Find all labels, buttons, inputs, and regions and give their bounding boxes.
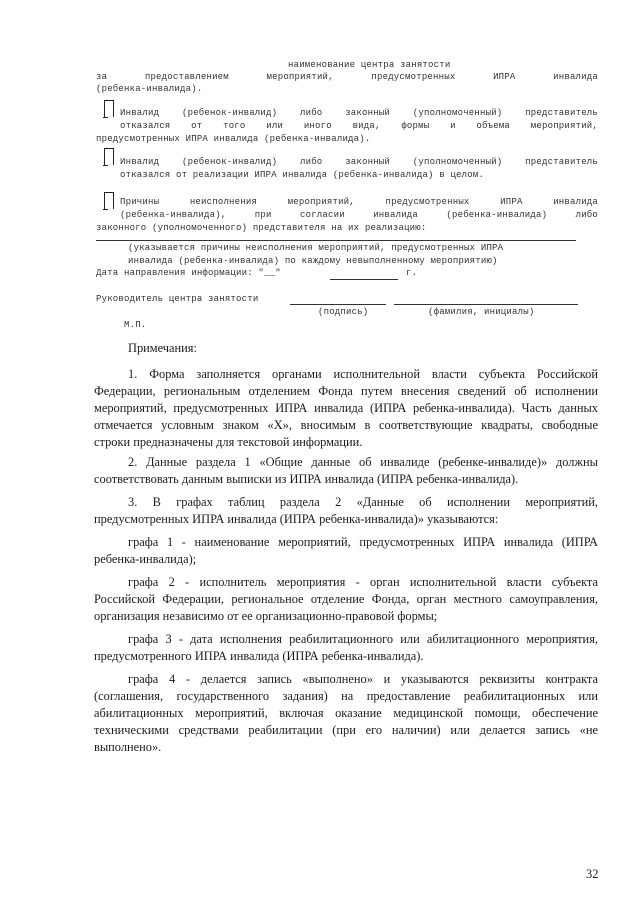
note-2 xyxy=(94,454,598,488)
note-line: 3. В графах таблиц раздела 2 «Данные об исполнении мероприятий, xyxy=(128,495,598,509)
name-input-line[interactable] xyxy=(394,304,578,305)
reasons-hint-1: (указывается причины неисполнения мероприятий, предусмотренных ИПРА xyxy=(128,243,504,253)
note-line: ребенка-инвалида); xyxy=(94,552,197,566)
option-3-line-2: (ребенка-инвалида), при согласии инвалида (ребенка-инвалида) либо xyxy=(120,210,598,220)
checkbox-refused-all[interactable] xyxy=(104,148,114,165)
note-line: графа 2 - исполнитель мероприятия - орган исполнительной власти субъекта xyxy=(128,575,598,589)
date-month-input[interactable] xyxy=(330,279,398,280)
signature-input-line[interactable] xyxy=(290,304,386,305)
note-line: Российской Федерации, региональное отделение Фонда, орган местного самоуправления, xyxy=(94,592,598,606)
note-column-4 xyxy=(94,671,598,756)
notes-title: Примечания: xyxy=(128,341,197,355)
note-line: графа 3 - дата исполнения реабилитационного или абилитационного мероприятия, xyxy=(128,632,598,646)
intro-word: мероприятий, xyxy=(266,72,334,82)
note-column-1 xyxy=(94,534,598,568)
option-1-line-2: отказался от того или иного вида, формы и объема мероприятий, xyxy=(120,121,598,131)
note-line: строки предназначены для текстовой информации. xyxy=(94,435,363,449)
note-column-3 xyxy=(94,631,598,665)
note-column-2 xyxy=(94,574,598,625)
intro-word: инвалида xyxy=(553,72,598,82)
option-1-line-3: предусмотренных ИПРА инвалида (ребенка-инвалида). xyxy=(96,134,371,144)
note-line: абилитационных мероприятий, включая оказание медицинской помощи, обеспечение xyxy=(94,706,598,720)
option-2-line-2: отказался от реализации ИПРА инвалида (ребенка-инвалида) в целом. xyxy=(120,170,485,180)
note-line: выполнено». xyxy=(94,740,162,754)
note-line: техническими средствами реабилитации (при его наличии) или делается запись «не xyxy=(94,723,598,737)
note-3 xyxy=(94,494,598,528)
reasons-input-line[interactable] xyxy=(96,240,576,241)
note-line: Федерации, региональным отделением Фонда путем внесения сведений об исполнении xyxy=(94,384,598,398)
intro-word: предусмотренных xyxy=(371,72,456,82)
note-line: мероприятий, предусмотренных ИПРА инвалида (ИПРА ребенка-инвалида). Часть данных xyxy=(94,401,598,415)
center-name-caption: наименование центра занятости xyxy=(288,60,451,70)
note-line: 1. Форма заполняется органами исполнительной власти субъекта Российской xyxy=(128,367,598,381)
note-line: графа 1 - наименование мероприятий, предусмотренных ИПРА инвалида (ИПРА xyxy=(128,535,598,549)
note-line: соответствовать данным выписки из ИПРА инвалида (ИПРА ребенка-инвалида). xyxy=(94,472,519,486)
note-line: отмечается условным знаком «Х», вносимым в соответствующие квадраты, свободные xyxy=(94,418,598,432)
intro-line-2: (ребенка-инвалида). xyxy=(96,84,203,94)
head-label: Руководитель центра занятости xyxy=(96,294,259,304)
option-3-line-1: Причины неисполнения мероприятий, предусмотренных ИПРА инвалида xyxy=(120,197,598,207)
option-3-line-3: законного (уполномоченного) представителя на их реализацию: xyxy=(96,223,427,233)
date-suffix: г. xyxy=(406,268,418,278)
note-line: графа 4 - делается запись «выполнено» и указываются реквизиты контракта xyxy=(128,672,598,686)
note-line: предусмотренных ИПРА инвалида (ИПРА ребенка-инвалида)» указываются: xyxy=(94,512,499,526)
checkbox-non-execution-reasons[interactable] xyxy=(104,192,114,209)
option-1-line-1: Инвалид (ребенок-инвалид) либо законный (уполномоченный) представитель xyxy=(120,108,598,118)
intro-word: за xyxy=(96,72,108,82)
note-line: предусмотренного ИПРА инвалида (ИПРА ребенка-инвалида). xyxy=(94,649,424,663)
signature-caption: (подпись) xyxy=(318,307,369,317)
note-1 xyxy=(94,366,598,451)
intro-line-1 xyxy=(96,72,598,82)
stamp-label: М.П. xyxy=(124,320,147,330)
intro-word: предоставлением xyxy=(144,72,229,82)
date-label: Дата направления информации: "__" xyxy=(96,268,281,278)
note-line: организация независимо от ее организационно-правовой формы; xyxy=(94,609,438,623)
reasons-hint-2: инвалида (ребенка-инвалида) по каждому невыполненному мероприятию) xyxy=(128,256,498,266)
note-line: (соглашения, государственного задания) на предоставление реабилитационных или xyxy=(94,689,598,703)
note-line: 2. Данные раздела 1 «Общие данные об инвалиде (ребенке-инвалиде)» должны xyxy=(128,455,598,469)
page-number: 32 xyxy=(586,867,599,881)
option-2-line-1: Инвалид (ребенок-инвалид) либо законный (уполномоченный) представитель xyxy=(120,157,598,167)
intro-word: ИПРА xyxy=(493,72,516,82)
checkbox-refused-partial[interactable] xyxy=(104,100,114,117)
name-caption: (фамилия, инициалы) xyxy=(428,307,535,317)
